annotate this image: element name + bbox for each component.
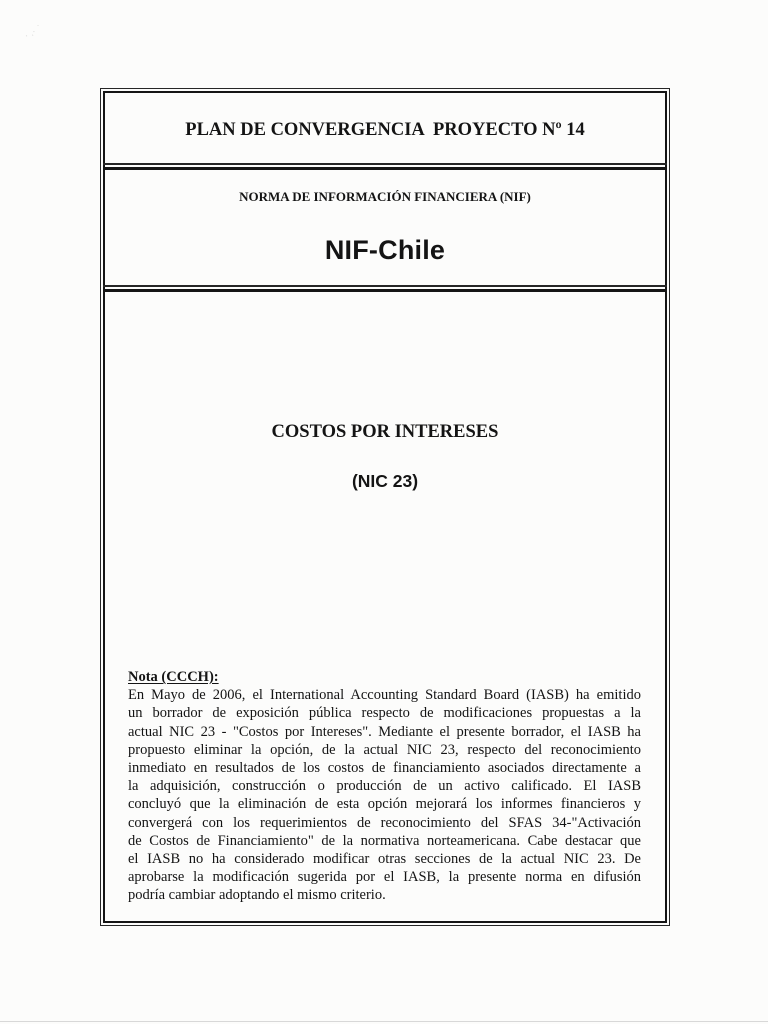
note-line: propuesto eliminar la opción, de la actual NIC 23, respecto del reconocimiento (128, 741, 641, 758)
standard-label: NORMA DE INFORMACIÓN FINANCIERA (NIF) (239, 189, 531, 204)
note-line: convergerá con los requerimientos de reconocimiento del SFAS 34-"Activación (128, 814, 641, 831)
note-line: un borrador de exposición pública respecto de modificaciones propuestas a la (128, 705, 641, 722)
scan-speck: · .· ˙ (23, 23, 45, 42)
header-divider-bottom (103, 167, 667, 170)
scan-edge-line (0, 1021, 768, 1022)
note-line: de Costos de Financiamiento" de la normativa norteamericana. Cabe destacar que (128, 832, 641, 849)
note-block (128, 668, 641, 905)
standard-divider-top (103, 285, 667, 287)
note-line: el IASB no ha considerado modificar otras secciones de la actual NIC 23. De (128, 851, 641, 868)
standard-name: NIF-Chile (324, 235, 446, 265)
note-line: la adquisición, construcción o producción de un activo calificado. El IASB (128, 778, 641, 795)
note-heading: Nota (CCCH): (128, 669, 219, 685)
topic-title: COSTOS POR INTERESES (271, 422, 499, 442)
note-line: actual NIC 23 - "Costos por Intereses". Mediante el presente borrador, el IASB ha (128, 723, 641, 740)
note-line: inmediato en resultados de los costos de financiamiento asociados directamente a (128, 760, 641, 777)
standard-divider-bottom (103, 289, 667, 292)
project-title: PLAN DE CONVERGENCIA PROYECTO Nº 14 (185, 120, 585, 140)
header-divider-top (103, 163, 667, 165)
note-line: podría cambiar adoptando el mismo criterio. (128, 887, 386, 904)
note-line: concluyó que la eliminación de esta opción mejorará los informes financieros y (128, 796, 641, 813)
note-line: aprobarse la modificación sugerida por el IASB, la presente norma en difusión (128, 869, 641, 886)
note-line: En Mayo de 2006, el International Accounting Standard Board (IASB) ha emitido (128, 687, 641, 704)
topic-code: (NIC 23) (351, 471, 419, 491)
